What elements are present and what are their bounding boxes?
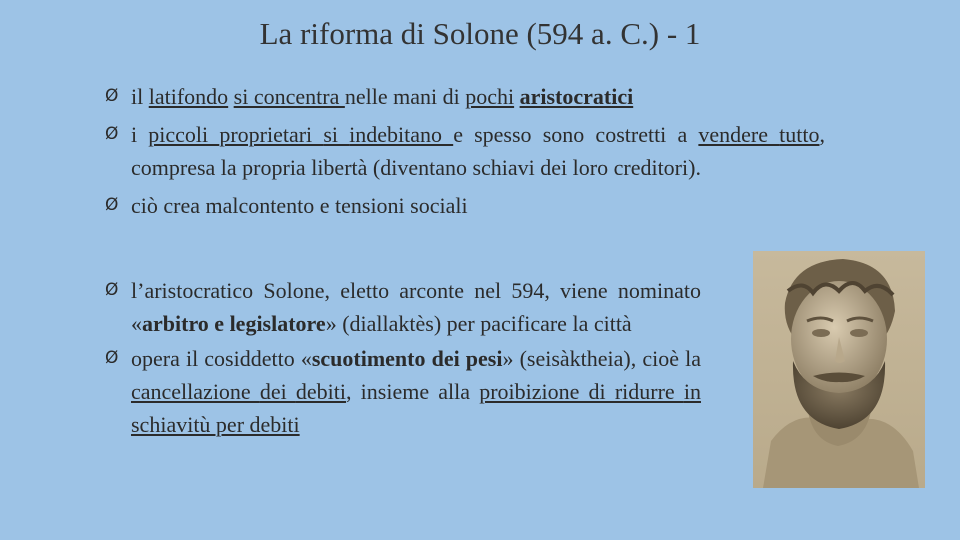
bullet-text: , insieme alla [346, 379, 480, 404]
underlined-text: vendere [698, 122, 780, 147]
underlined-text: piccoli [148, 122, 220, 147]
underlined-text: si [323, 122, 350, 147]
underlined-text: proibizione di ridurre [479, 379, 684, 404]
underlined-text: dei [259, 379, 296, 404]
emphasis-text: aristocratici [519, 84, 634, 109]
bullet-text: l’aristocratico Solone, eletto arconte nel 594, viene nominato « [131, 278, 701, 336]
bold-text: arbitro e legislatore [142, 311, 326, 336]
underlined-text: in schiavitù per debiti [131, 379, 701, 437]
bullet-text: » (diallaktès) per pacificare la città [325, 311, 632, 336]
bullet-item [105, 118, 825, 184]
bullet-text: , compresa la propria libertà (diventano schiavi dei loro creditori). [131, 122, 825, 180]
bullet-marker-icon: Ø [105, 195, 119, 215]
bullet-text: e spesso sono costretti a [453, 122, 699, 147]
underlined-text: si concentra [233, 84, 345, 109]
bullet-text: i [131, 122, 149, 147]
bullet-item [105, 342, 701, 441]
underlined-text: cancellazione [131, 379, 260, 404]
solon-bust-image [753, 251, 925, 488]
slide-title: La riforma di Solone (594 a. C.) - 1 [259, 16, 701, 51]
underlined-text: proprietari [219, 122, 324, 147]
bullet-item [105, 80, 825, 113]
bullet-list-top [105, 80, 825, 227]
bullet-marker-icon: Ø [105, 86, 119, 106]
underlined-text: debiti [295, 379, 347, 404]
underlined-text: indebitano [349, 122, 454, 147]
underlined-text: pochi [465, 84, 515, 109]
bullet-marker-icon: Ø [105, 280, 119, 300]
bullet-text: » (seisàktheia), cioè la [502, 346, 701, 371]
bullet-text: opera il cosiddetto « [131, 346, 312, 371]
bullet-text: ciò crea malcontento e tensioni sociali [131, 193, 468, 218]
bullet-text: nelle mani di [344, 84, 466, 109]
bust-of-solon-icon [753, 251, 925, 488]
bullet-marker-icon: Ø [105, 124, 119, 144]
underlined-text: latifondo [148, 84, 229, 109]
bullet-list-bottom [105, 274, 701, 443]
bold-text: scuotimento dei pesi [311, 346, 503, 371]
bullet-text: il [131, 84, 149, 109]
bullet-marker-icon: Ø [105, 348, 119, 368]
underlined-text: tutto [779, 122, 820, 147]
bullet-item [105, 274, 701, 340]
bullet-item [105, 189, 825, 222]
